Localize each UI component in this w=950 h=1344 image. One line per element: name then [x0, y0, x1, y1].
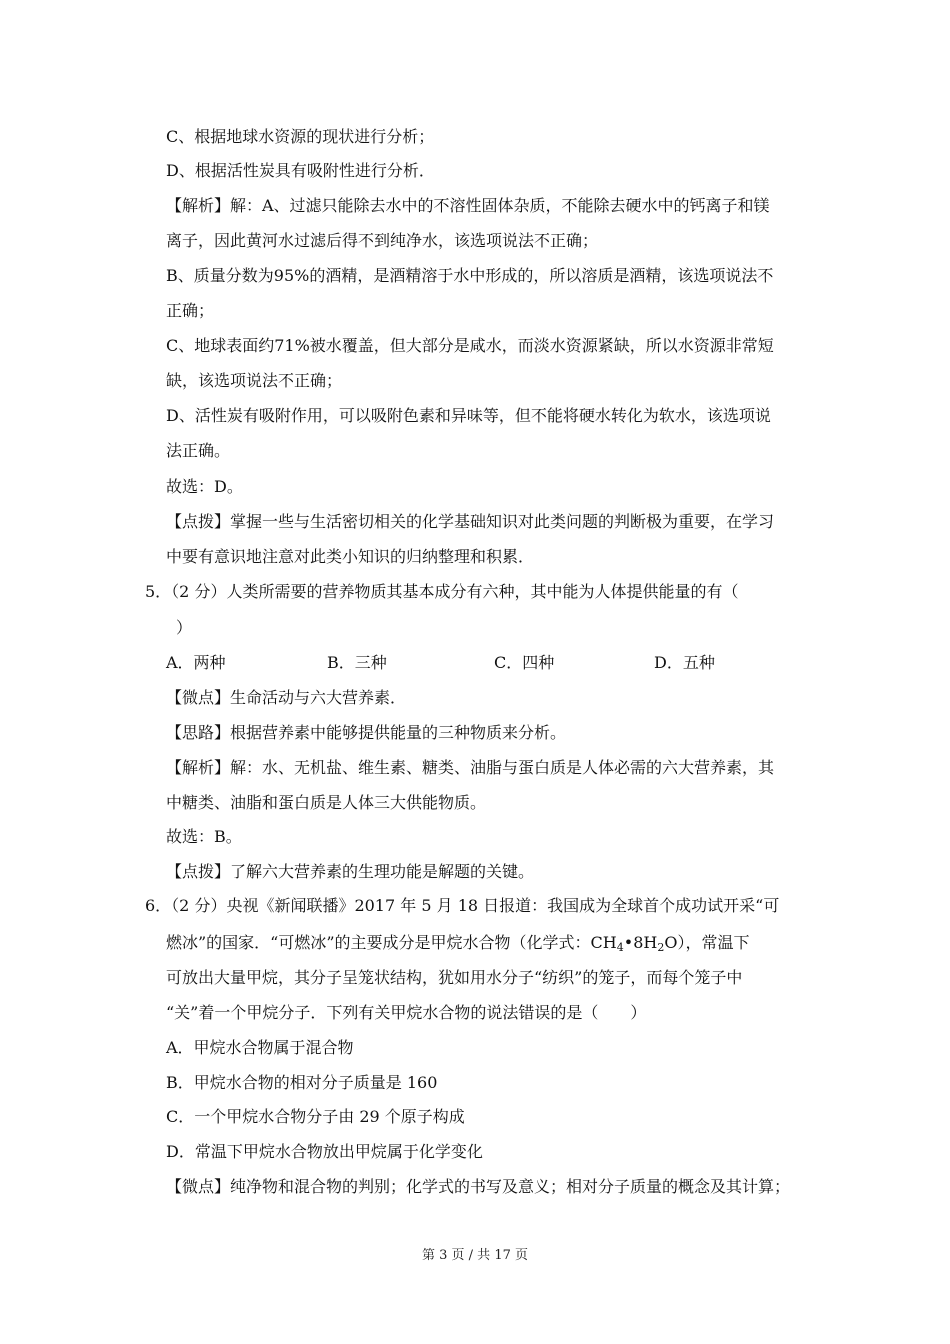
solution-line: 正确；	[166, 301, 215, 320]
solution-line: 中糖类、油脂和蛋白质是人体三大供能物质。	[166, 793, 487, 812]
question-6-stem-cont: 可放出大量甲烷，其分子呈笼状结构，犹如用水分子“纺织”的笼子，而每个笼子中	[166, 968, 743, 987]
solution-line: 缺，该选项说法不正确；	[166, 371, 343, 390]
answer-line: 故选：D。	[166, 477, 243, 496]
tip-line: 【点拨】了解六大营养素的生理功能是解题的关键。	[166, 862, 535, 881]
question-6-stem-cont: “关”着一个甲烷分子．下列有关甲烷水合物的说法错误的是（ ）	[166, 1003, 647, 1022]
question-5-option-a: A．两种	[166, 653, 226, 672]
stem-text: O），常温下	[664, 933, 750, 952]
solution-line: 法正确。	[166, 441, 231, 460]
question-5-option-d: D．五种	[654, 653, 715, 672]
solution-line: C、地球表面约71%被水覆盖，但大部分是咸水，而淡水资源紧缺，所以水资源非常短	[166, 336, 774, 355]
solution-line: 【解析】解：A、过滤只能除去水中的不溶性固体杂质，不能除去硬水中的钙离子和镁	[166, 196, 770, 215]
question-6-option-a: A．甲烷水合物属于混合物	[166, 1038, 354, 1057]
tip-line: 【点拨】掌握一些与生活密切相关的化学基础知识对此类问题的判断极为重要，在学习	[166, 512, 775, 531]
knowledge-point: 【微点】纯净物和混合物的判别；化学式的书写及意义；相对分子质量的概念及其计算；	[166, 1177, 791, 1196]
knowledge-point: 【微点】生命活动与六大营养素．	[166, 688, 407, 707]
solution-line: D、活性炭有吸附作用，可以吸附色素和异味等，但不能将硬水转化为软水，该选项说	[166, 406, 771, 425]
formula-subscript: 2	[657, 941, 665, 954]
question-5-stem: 5．（2 分）人类所需要的营养物质其基本成分有六种，其中能为人体提供能量的有（	[145, 582, 739, 601]
question-6-stem-cont	[166, 932, 749, 954]
stem-text: 燃冰”的国家．“可燃冰”的主要成分是甲烷水合物（化学式：CH	[166, 933, 617, 952]
solution-line: 离子，因此黄河水过滤后得不到纯净水，该选项说法不正确；	[166, 231, 599, 250]
question-5-option-b: B．三种	[327, 653, 387, 672]
approach: 【思路】根据营养素中能够提供能量的三种物质来分析。	[166, 723, 567, 742]
formula-text: •8H	[623, 933, 658, 952]
question-5-stem-cont: ）	[176, 618, 193, 637]
solution-line: 【解析】解：水、无机盐、维生素、糖类、油脂与蛋白质是人体必需的六大营养素，其	[166, 758, 775, 777]
tip-line: 中要有意识地注意对此类小知识的归纳整理和积累．	[166, 547, 535, 566]
page-footer: 第 3 页 / 共 17 页	[422, 1248, 528, 1263]
analysis-c: C、根据地球水资源的现状进行分析；	[166, 127, 435, 146]
question-6-option-c: C．一个甲烷水合物分子由 29 个原子构成	[166, 1107, 465, 1126]
answer-line: 故选：B。	[166, 827, 242, 846]
question-5-option-c: C．四种	[494, 653, 555, 672]
question-6-option-b: B．甲烷水合物的相对分子质量是 160	[166, 1073, 438, 1092]
analysis-d: D、根据活性炭具有吸附性进行分析．	[166, 161, 435, 180]
question-6-option-d: D．常温下甲烷水合物放出甲烷属于化学变化	[166, 1142, 483, 1161]
solution-line: B、质量分数为95%的酒精，是酒精溶于水中形成的，所以溶质是酒精，该选项说法不	[166, 266, 774, 285]
question-6-stem: 6．（2 分）央视《新闻联播》2017 年 5 月 18 日报道：我国成为全球首个成功试开采“可	[145, 896, 780, 915]
formula-subscript: 4	[616, 941, 624, 954]
